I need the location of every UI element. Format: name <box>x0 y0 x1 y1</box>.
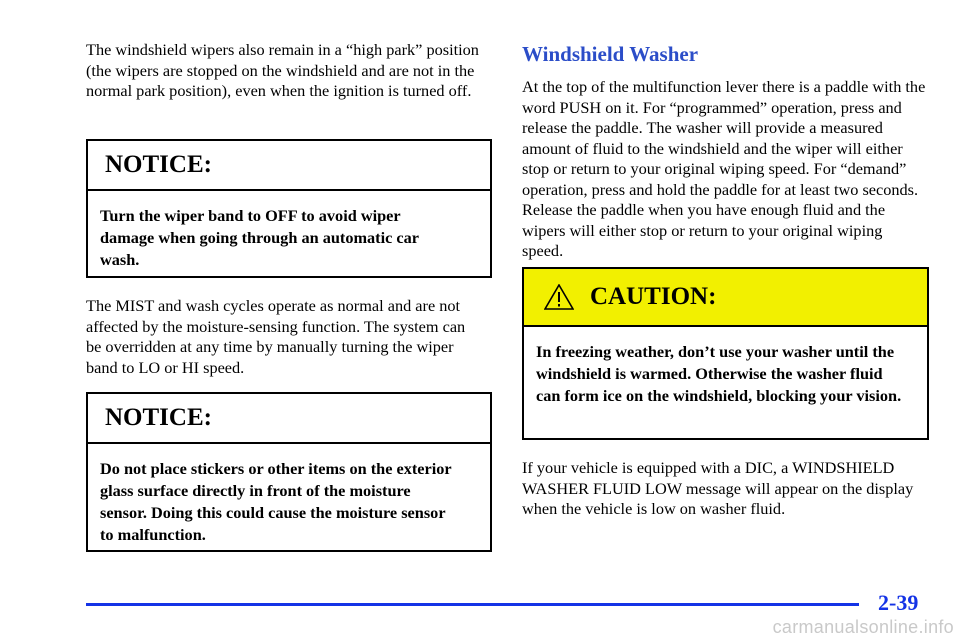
mist-wash-paragraph: The MIST and wash cycles operate as normal and are not affected by the moisture‑sensing function. The system can be overridden at any time by manually turning the wiper band to LO or HI speed. <box>86 296 466 377</box>
caution-header <box>524 269 927 327</box>
dic-message-paragraph: If your vehicle is equipped with a DIC, a WINDSHIELD WASHER FLUID LOW message will appear on the display when the vehicle is low on washer fluid. <box>522 458 914 518</box>
footer-rule <box>86 603 859 606</box>
page-number: 2-39 <box>878 590 919 615</box>
notice-title <box>88 394 490 444</box>
notice-title <box>88 141 490 191</box>
warning-triangle-icon <box>544 284 574 310</box>
wiper-high-park-paragraph: The windshield wipers also remain in a “high park” position (the wipers are stopped on the windshield and are not in the normal park position), even when the ignition is turned off. <box>86 40 479 100</box>
section-heading: Windshield Washer <box>522 42 699 66</box>
notice-title-text: NOTICE: <box>105 151 212 178</box>
notice-text: Turn the wiper band to OFF to avoid wiper damage when going through an automatic car wash. <box>100 206 419 269</box>
watermark: carmanualsonline.info <box>772 617 954 637</box>
notice-title-text: NOTICE: <box>105 404 212 431</box>
notice-box-car-wash <box>86 139 492 278</box>
caution-title-text: CAUTION: <box>590 283 717 310</box>
notice-box-sensor <box>86 392 492 552</box>
caution-text: In freezing weather, don’t use your washer until the windshield is warmed. Otherwise the washer fluid can form ice on the windshield, blocking your vision. <box>536 342 902 405</box>
caution-box <box>522 267 929 440</box>
washer-operation-paragraph: At the top of the multifunction lever there is a paddle with the word PUSH on it. For “programmed” operation, press and release the paddle. The washer will provide a measured amount of fluid to the windshield and the wiper will either stop or return to your original wiping speed. For “demand” operation, press and hold the paddle for at least two seconds. Release the paddle when you have enough fluid and the wipers will either stop or return to your original wiping speed. <box>522 77 926 260</box>
notice-text: Do not place stickers or other items on the exterior glass surface directly in front of the moisture sensor. Doing this could cause the moisture sensor to malfunction. <box>100 459 452 544</box>
